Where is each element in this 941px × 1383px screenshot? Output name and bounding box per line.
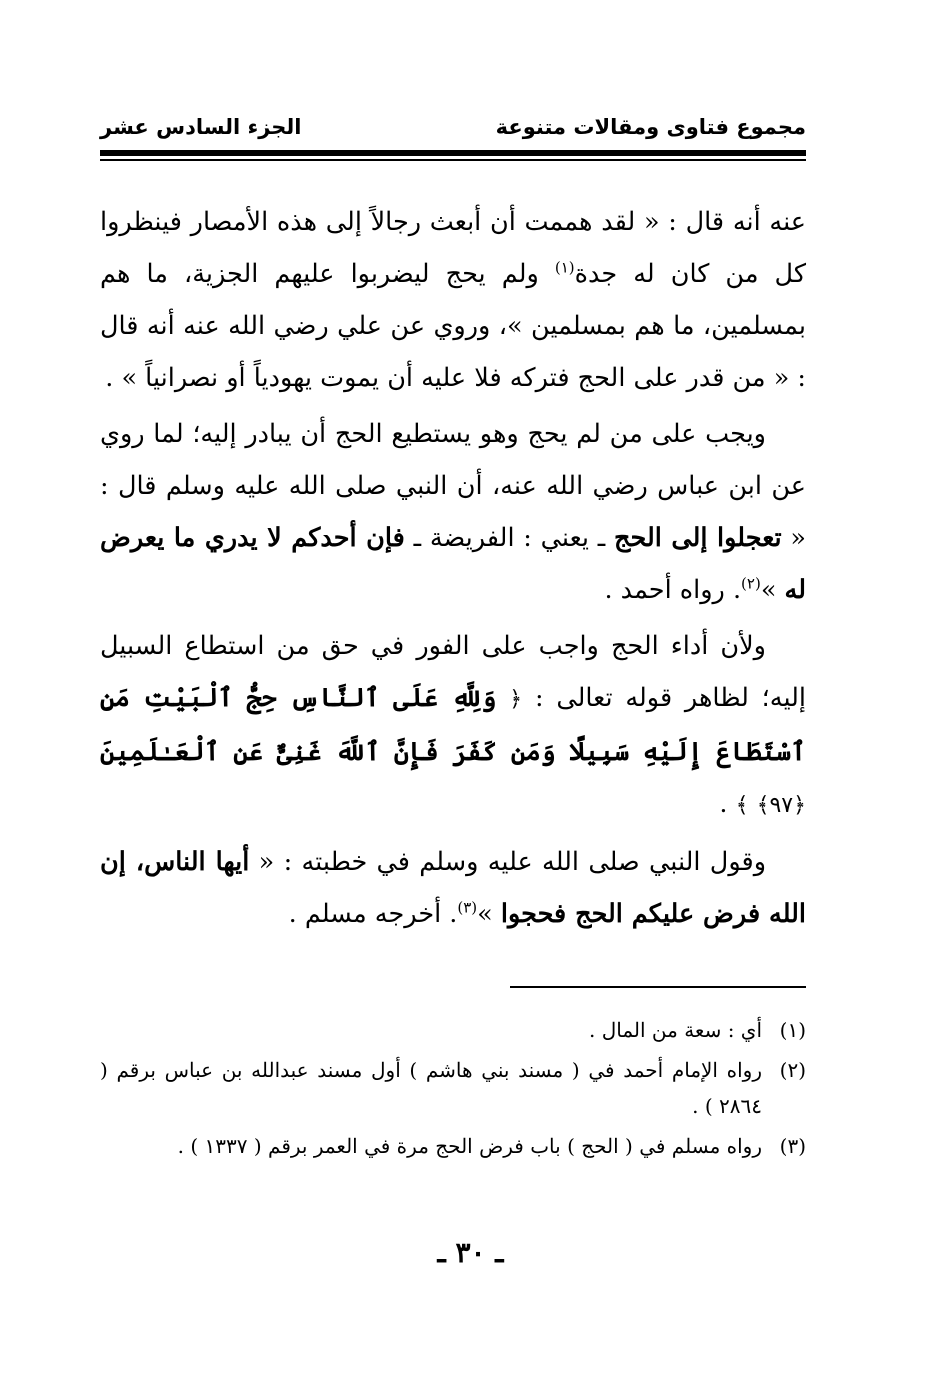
paragraph-2 bbox=[100, 408, 806, 616]
footnote-number: (١) bbox=[779, 1018, 806, 1042]
p4-text-c: . أخرجه مسلم . bbox=[288, 899, 458, 929]
footnote-separator bbox=[510, 986, 806, 988]
footnote-ref-1: (١) bbox=[554, 258, 575, 277]
quran-verse: وَلِلَّهِ عَلَى ٱلنَّاسِ حِجُّ ٱلْبَيْتِ مَنِ ٱسْتَطَاعَ إِلَيْهِ سَبِيلًا وَمَن كَفَرَ فَإِنَّ ٱللَّهَ غَنِىٌّ عَنِ ٱلْعَـٰلَمِينَ bbox=[100, 683, 806, 767]
ayah-number: ﴿٩٧﴾ bbox=[756, 793, 806, 818]
p4-text-a: وقول النبي صلى الله عليه وسلم في خطبته : « bbox=[249, 847, 767, 877]
footnote-ref-2: (٢) bbox=[741, 574, 761, 593]
footnote-text: رواه مسلم في ( الحج ) باب فرض الحج مرة في العمر برقم ( ١٣٣٧ ) . bbox=[177, 1134, 762, 1158]
paragraph-3 bbox=[100, 620, 806, 832]
p2-text-d: . رواه أحمد . bbox=[604, 575, 742, 605]
footnote-ref-3: (٣) bbox=[457, 898, 478, 917]
footnotes bbox=[100, 1012, 806, 1168]
paragraph-4 bbox=[100, 836, 806, 940]
footnote-item bbox=[100, 1012, 806, 1048]
footnote-number: (٣) bbox=[779, 1134, 806, 1158]
p1-text-b: ولم يحج ليضربوا عليهم الجزية، ما هم بمسلمين، ما هم بمسلمين »، وروي عن علي رضي الله عنه أنه قال : « من قدر على الحج فتركه فلا عليه أن يموت يهودياً أو نصرانياً » . bbox=[100, 259, 806, 393]
footnote-item bbox=[100, 1052, 806, 1124]
p4-quote-close: » bbox=[477, 899, 501, 929]
header-volume: الجزء السادس عشر bbox=[100, 115, 302, 139]
p2-hadith-part-2: فإن أحدكم لا يدري ما يعرض له bbox=[100, 523, 806, 605]
p3-text-a: ولأن أداء الحج واجب على الفور في حق من استطاع السبيل إليه؛ لظاهر قوله تعالى : bbox=[100, 631, 806, 713]
footnote-item bbox=[100, 1128, 806, 1164]
p2-quote-close: » bbox=[760, 575, 785, 605]
p2-hadith-part-1: تعجلوا إلى الحج bbox=[614, 523, 782, 553]
footnote-number: (٢) bbox=[779, 1058, 806, 1082]
main-text bbox=[100, 196, 806, 944]
footnote-text: أي : سعة من المال . bbox=[589, 1018, 762, 1042]
header-book-title: مجموع فتاوى ومقالات متنوعة bbox=[495, 115, 806, 139]
header-rule-thick bbox=[100, 150, 806, 156]
p2-text-b: ـ يعني : الفريضة ـ bbox=[404, 523, 615, 553]
p1-text-a: عنه أنه قال : « لقد هممت أن أبعث رجالاً إلى هذه الأمصار فينظروا كل من كان له جدة bbox=[100, 207, 807, 289]
quran-bracket-close: ﴾ bbox=[735, 793, 749, 818]
footnote-text: رواه الإمام أحمد في ( مسند بني هاشم ) أول مسند عبدالله بن عباس برقم ( ٢٨٦٤ ) . bbox=[100, 1058, 762, 1118]
running-header bbox=[100, 112, 806, 142]
paragraph-1 bbox=[100, 196, 806, 404]
quran-bracket-open: ﴿ bbox=[509, 687, 523, 712]
p2-text-a: ويجب على من لم يحج وهو يستطيع الحج أن يبادر إليه؛ لما روي عن ابن عباس رضي الله عنه، أن النبي صلى الله عليه وسلم قال : « bbox=[100, 419, 806, 553]
page-number: ـ ٣٠ ـ bbox=[437, 1236, 504, 1269]
header-rule-thin bbox=[100, 159, 806, 161]
p3-end: . bbox=[719, 789, 736, 819]
p4-hadith: أيها الناس، إن الله فرض عليكم الحج فحجوا bbox=[100, 847, 806, 929]
